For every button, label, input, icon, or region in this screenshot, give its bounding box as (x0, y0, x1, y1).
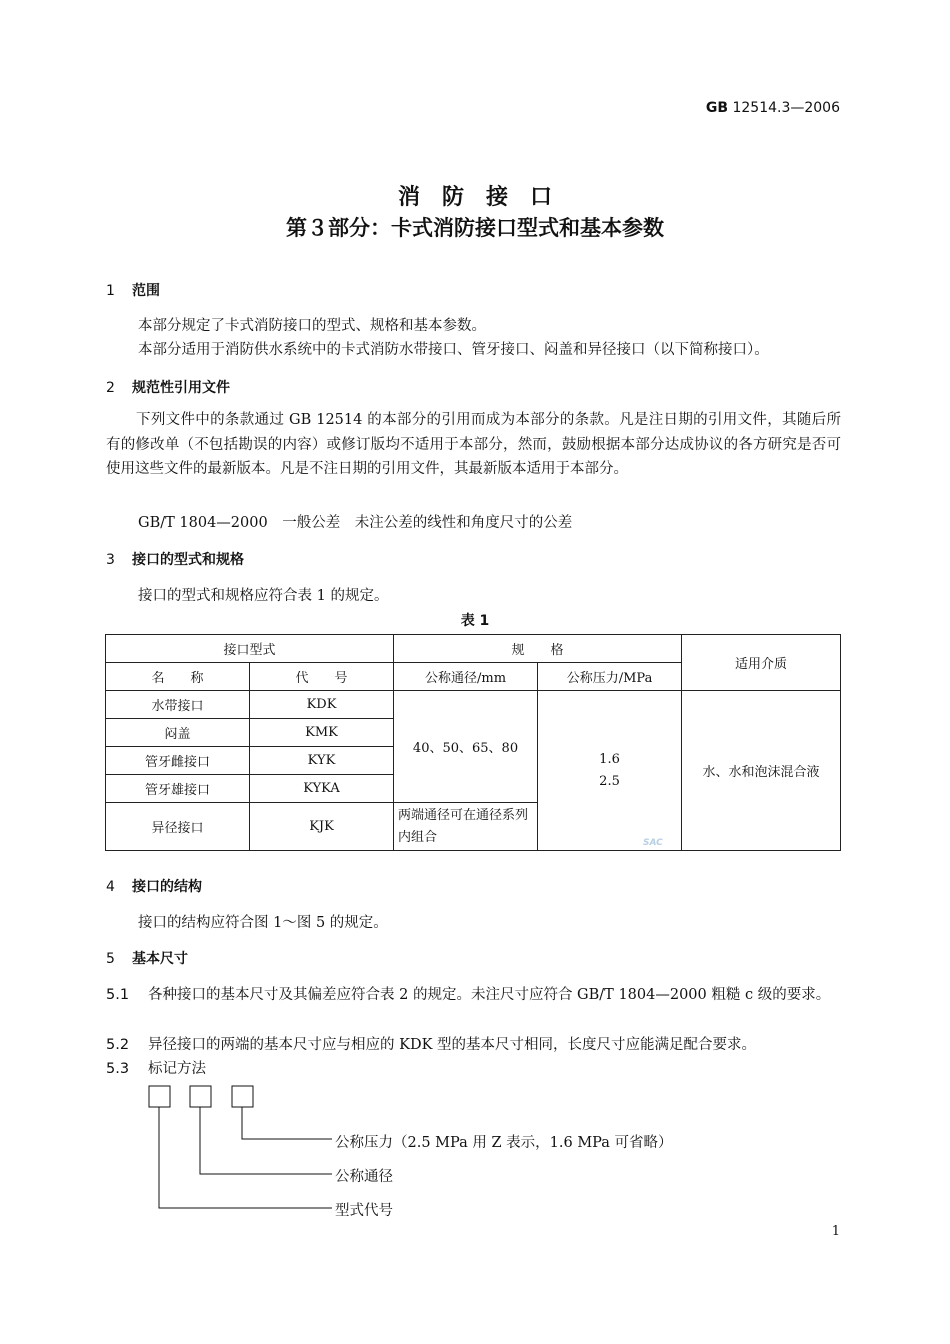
row-code: KJK (250, 803, 394, 851)
marking-box-type (149, 1086, 170, 1107)
header-specification: 规 格 (394, 635, 682, 663)
row-name: 异径接口 (106, 803, 250, 851)
interface-spec-table (105, 634, 841, 851)
standard-code: GB 12514.3—2006 (705, 100, 840, 116)
reducer-diameter-note: 两端通径可在通径系列内组合 (394, 803, 538, 851)
section-4-heading: 4 接口的结构 (106, 879, 202, 895)
clause-5-3: 5.3 标记方法 (106, 1061, 206, 1077)
section-3-heading: 3 接口的型式和规格 (106, 552, 244, 568)
row-code: KYK (250, 747, 394, 775)
section-1-para-1: 本部分规定了卡式消防接口的型式、规格和基本参数。 (138, 318, 486, 334)
table-row (106, 691, 841, 719)
section-3-para-1: 接口的型式和规格应符合表 1 的规定。 (138, 588, 389, 604)
section-1-heading: 1 范围 (106, 283, 160, 299)
row-code: KDK (250, 691, 394, 719)
section-2-heading: 2 规范性引用文件 (106, 380, 230, 396)
nominal-pressure-values: 1.6 2.5 (538, 691, 682, 851)
table-1-caption: 表 1 (460, 613, 490, 629)
section-1-para-2: 本部分适用于消防供水系统中的卡式消防水带接口、管牙接口、闷盖和异径接口（以下简称接口）。 (138, 342, 769, 358)
section-2-para-1: 下列文件中的条款通过 GB 12514 的本部分的引用而成为本部分的条款。凡是注日期的引用文件，其随后所有的修改单（不包括勘误的内容）或修订版均不适用于本部分，然而，鼓励根据本部分达成协议的各方研究是否可使用这些文件的最新版本。凡是不注日期的引用文件，其最新版本适用于本部分。 (106, 412, 841, 477)
header-nominal-pressure: 公称压力/MPa (538, 663, 682, 691)
section-4-para-1: 接口的结构应符合图 1～图 5 的规定。 (138, 915, 388, 931)
nominal-diameter-values: 40、50、65、80 (394, 691, 538, 803)
page-number: 1 (831, 1224, 840, 1239)
sac-watermark: SAC (643, 838, 663, 848)
row-name: 管牙雌接口 (106, 747, 250, 775)
marking-label-type: 型式代号 (335, 1203, 393, 1219)
header-nominal-diameter: 公称通径/mm (394, 663, 538, 691)
normative-reference: GB/T 1804—2000 一般公差 未注公差的线性和角度尺寸的公差 (138, 515, 573, 531)
row-code: KMK (250, 719, 394, 747)
row-name: 管牙雄接口 (106, 775, 250, 803)
row-name: 闷盖 (106, 719, 250, 747)
leader-pressure (242, 1107, 332, 1139)
marking-box-diameter (190, 1086, 211, 1107)
clause-5-1: 5.1 各种接口的基本尺寸及其偏差应符合表 2 的规定。未注尺寸应符合 GB/T 1804—2000 粗糙 c 级的要求。 (106, 987, 831, 1003)
marking-label-diameter: 公称通径 (335, 1169, 393, 1185)
row-name: 水带接口 (106, 691, 250, 719)
row-code: KYKA (250, 775, 394, 803)
document-title: 消防接口 (397, 185, 574, 210)
marking-box-pressure (232, 1086, 253, 1107)
leader-diameter (200, 1107, 332, 1174)
marking-label-pressure: 公称压力（2.5 MPa 用 Z 表示，1.6 MPa 可省略） (335, 1135, 673, 1151)
header-interface-type: 接口型式 (106, 635, 394, 663)
clause-5-2: 5.2 异径接口的两端的基本尺寸应与相应的 KDK 型的基本尺寸相同，长度尺寸应能满足配合要求。 (106, 1037, 757, 1053)
leader-type (159, 1107, 332, 1208)
applicable-medium: 水、水和泡沫混合液 (682, 691, 841, 851)
header-name: 名 称 (106, 663, 250, 691)
section-5-heading: 5 基本尺寸 (106, 951, 188, 967)
header-medium: 适用介质 (682, 635, 841, 691)
header-code: 代 号 (250, 663, 394, 691)
document-subtitle: 第３部分：卡式消防接口型式和基本参数 (286, 216, 664, 240)
